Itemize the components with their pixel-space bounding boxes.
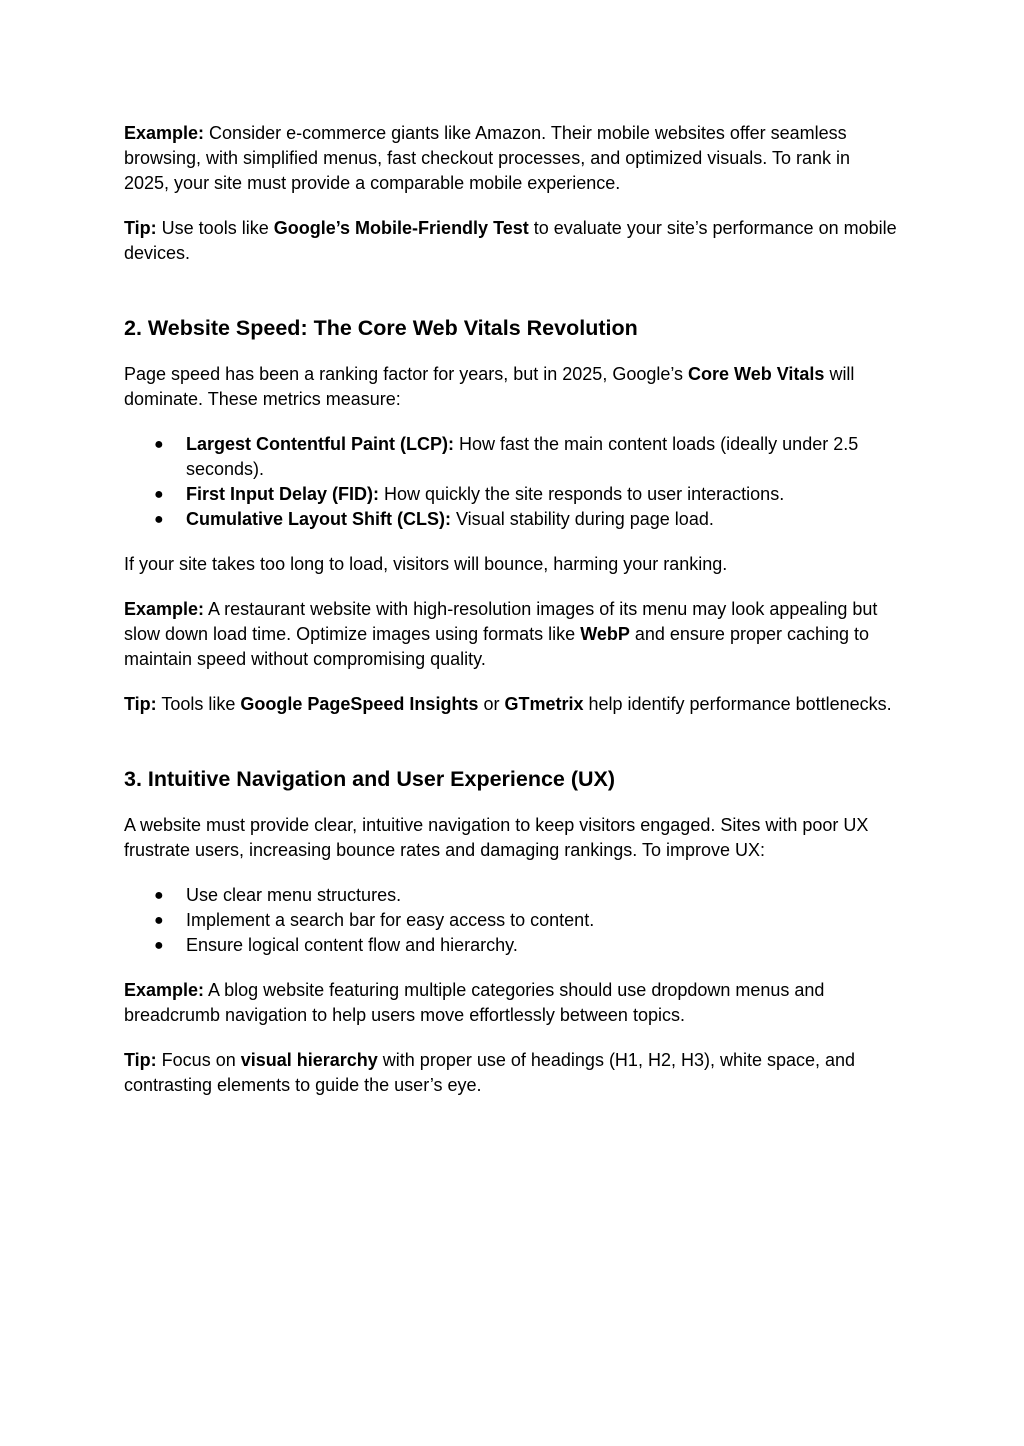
tip-text: Tools like: [156, 694, 241, 714]
tip-text: with proper use of headings (H1, H2, H3), white space, and contrasting elements to guide the user’s eye.: [124, 1050, 856, 1095]
list-item: [124, 507, 900, 532]
list-item-label: First Input Delay (FID):: [186, 484, 379, 504]
list-item-text: Ensure logical content flow and hierarchy.: [186, 935, 518, 955]
bullet-icon: ●: [154, 912, 164, 929]
list-item: [124, 482, 900, 507]
section3-heading: 3. Intuitive Navigation and User Experience (UX): [124, 767, 616, 791]
list-item-text: How fast the main content loads (ideally under 2.5 seconds).: [186, 434, 859, 479]
example-bold-text: WebP: [580, 624, 630, 644]
tip-label: Tip:: [124, 1050, 157, 1070]
list-item: [124, 432, 900, 482]
bullet-icon: ●: [154, 511, 164, 528]
tip-label: Tip:: [124, 694, 157, 714]
section2-bullet-list: [124, 432, 900, 532]
section2-intro-paragraph: [124, 362, 900, 412]
section2-example-paragraph: [124, 597, 900, 672]
list-item: [124, 933, 900, 958]
section1-example-paragraph: [124, 121, 900, 196]
tip-bold-text: visual hierarchy: [240, 1050, 378, 1070]
example-text: A restaurant website with high-resolution images of its menu may look appealing but slow down load time. Optimize images using formats like: [124, 599, 878, 644]
bullet-icon: ●: [154, 937, 164, 954]
list-item-text: Implement a search bar for easy access to content.: [186, 910, 595, 930]
intro-text: will dominate. These metrics measure:: [124, 364, 855, 409]
intro-text: Page speed has been a ranking factor for years, but in 2025, Google’s: [124, 364, 689, 384]
tip-bold-text: Google PageSpeed Insights: [240, 694, 479, 714]
document-page: [124, 121, 900, 1118]
list-item-text: Visual stability during page load.: [451, 509, 714, 529]
list-item: [124, 883, 900, 908]
list-item: [124, 908, 900, 933]
section3-bullet-list: [124, 883, 900, 958]
section1-tip-paragraph: [124, 216, 900, 266]
section2-heading: 2. Website Speed: The Core Web Vitals Revolution: [124, 316, 638, 340]
section3-tip-paragraph: [124, 1048, 900, 1098]
bullet-icon: ●: [154, 436, 164, 453]
list-item-text: Use clear menu structures.: [186, 885, 402, 905]
section2-bounce-paragraph: If your site takes too long to load, visitors will bounce, harming your ranking.: [124, 554, 728, 574]
tip-text: to evaluate your site’s performance on mobile devices.: [124, 218, 897, 263]
tip-text: help identify performance bottlenecks.: [583, 694, 892, 714]
tip-text: or: [478, 694, 505, 714]
example-label: Example:: [124, 599, 205, 619]
example-text: and ensure proper caching to maintain speed without compromising quality.: [124, 624, 870, 669]
bullet-icon: ●: [154, 887, 164, 904]
tip-bold-text: Google’s Mobile-Friendly Test: [273, 218, 529, 238]
section3-example-paragraph: [124, 978, 900, 1028]
example-text: Consider e-commerce giants like Amazon. Their mobile websites offer seamless browsing, with simplified menus, fast checkout processes, and optimized visuals. To rank in 2025, your site must provide a comparable mobile experience.: [124, 123, 851, 193]
tip-bold-text: GTmetrix: [504, 694, 584, 714]
example-label: Example:: [124, 980, 205, 1000]
section2-tip-paragraph: [124, 692, 900, 717]
example-text: A blog website featuring multiple categories should use dropdown menus and breadcrumb navigation to help users move effortlessly between topics.: [124, 980, 825, 1025]
list-item-text: How quickly the site responds to user interactions.: [379, 484, 785, 504]
bullet-icon: ●: [154, 486, 164, 503]
section3-intro-paragraph: A website must provide clear, intuitive navigation to keep visitors engaged. Sites with poor UX frustrate users, increasing bounce rates and damaging rankings. To improve UX:: [124, 815, 869, 860]
list-item-label: Cumulative Layout Shift (CLS):: [186, 509, 451, 529]
list-item-label: Largest Contentful Paint (LCP):: [186, 434, 454, 454]
tip-text: Focus on: [156, 1050, 241, 1070]
tip-label: Tip:: [124, 218, 157, 238]
example-label: Example:: [124, 123, 205, 143]
intro-bold-text: Core Web Vitals: [688, 364, 825, 384]
tip-text: Use tools like: [156, 218, 274, 238]
